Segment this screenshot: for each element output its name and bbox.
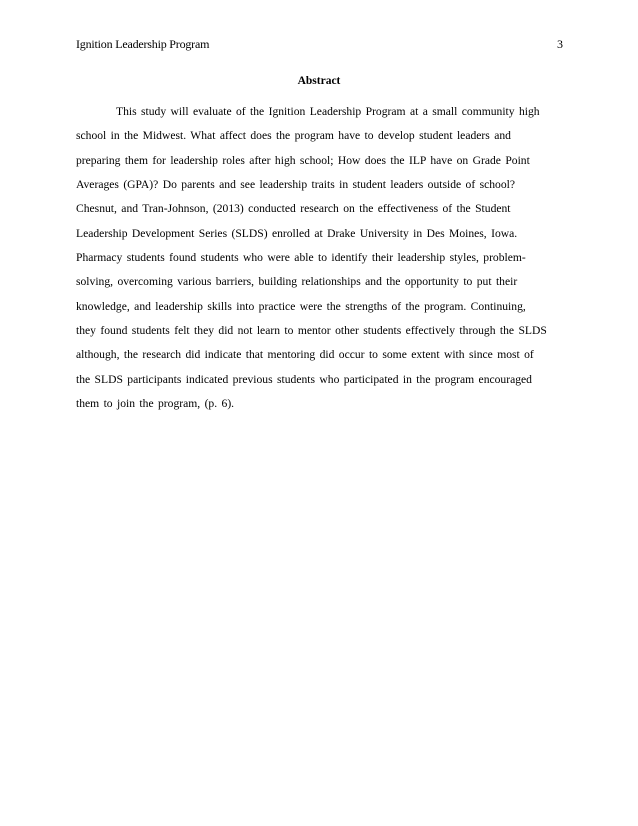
abstract-line: although, the research did indicate that mentoring did occur to some extent with since most of	[76, 348, 534, 362]
running-head: Ignition Leadership Program	[76, 37, 210, 51]
page-number: 3	[557, 37, 563, 51]
abstract-body	[76, 105, 566, 421]
abstract-line: Averages (GPA)? Do parents and see leadership traits in student leaders outside of school?	[76, 178, 516, 192]
abstract-line: knowledge, and leadership skills into practice were the strengths of the program. Continuing,	[76, 299, 526, 313]
abstract-line: preparing them for leadership roles after high school; How does the ILP have on Grade Point	[76, 153, 530, 167]
abstract-line: Leadership Development Series (SLDS) enrolled at Drake University in Des Moines, Iowa.	[76, 226, 518, 240]
abstract-line: Chesnut, and Tran-Johnson, (2013) conducted research on the effectiveness of the Student	[76, 202, 511, 216]
abstract-line: they found students felt they did not learn to mentor other students effectively through the SLDS	[76, 324, 547, 338]
abstract-line: Pharmacy students found students who were able to identify their leadership styles, problem-	[76, 251, 526, 265]
abstract-line: the SLDS participants indicated previous students who participated in the program encouraged	[76, 372, 532, 386]
abstract-line: school in the Midwest. What affect does the program have to develop student leaders and	[76, 129, 511, 143]
abstract-title: Abstract	[297, 75, 341, 87]
abstract-line: This study will evaluate of the Ignition Leadership Program at a small community high	[116, 105, 540, 118]
abstract-line: them to join the program, (p. 6).	[76, 397, 235, 411]
abstract-line: solving, overcoming various barriers, building relationships and the opportunity to put their	[76, 275, 518, 289]
